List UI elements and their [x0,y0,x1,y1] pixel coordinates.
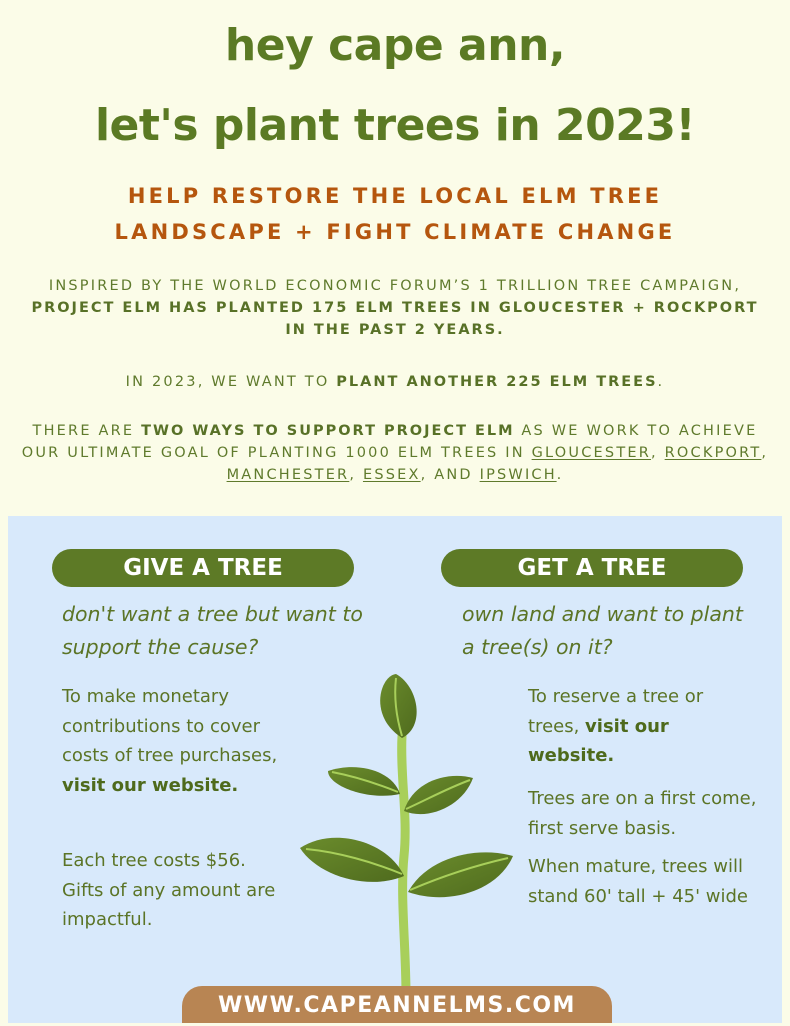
elm-seedling-icon [288,666,518,996]
get-reserve-text [528,682,758,771]
support-text: THERE ARE [32,423,142,439]
intro-paragraph-1 [20,275,770,341]
subtitle [0,178,790,250]
town-separator: , AND [420,467,480,483]
page-title-line-2: let's plant trees in 2023! [94,100,696,151]
town-rockport: ROCKPORT [664,445,762,461]
town-separator: , [651,445,665,461]
town-essex: ESSEX [362,467,421,483]
support-highlight: TWO WAYS TO SUPPORT PROJECT ELM [141,423,515,439]
subtitle-line-2: LANDSCAPE + FIGHT CLIMATE CHANGE [114,220,676,244]
give-cost-text: Each tree costs $56. Gifts of any amount are impactful. [62,850,276,930]
get-a-tree-heading: GET A TREE [441,549,743,587]
intro-highlight: PROJECT ELM HAS PLANTED 175 ELM TREES IN GLOUCESTER + ROCKPORT IN THE PAST 2 YEARS. [31,300,759,338]
get-question: own land and want to plant a tree(s) on it? [462,602,743,659]
support-text-2: AS WE WORK TO ACHIEVE OUR ULTIMATE GOAL OF PLANTING 1000 ELM TREES IN [21,423,758,461]
give-visit-website: visit our website. [62,774,239,796]
give-contribution-copy: To make monetary contributions to cover costs of tree purchases, [62,686,278,766]
paragraph-end: . [556,467,564,483]
subtitle-line-1: HELP RESTORE THE LOCAL ELM TREE [127,184,663,208]
goal-highlight: PLANT ANOTHER 225 ELM TREES [336,374,658,390]
give-question: don't want a tree but want to support the cause? [62,602,363,659]
get-visit-website: visit our website. [528,715,669,766]
goal-period: . [657,374,665,390]
give-a-tree-heading: GIVE A TREE [52,549,354,587]
intro-text: INSPIRED BY THE WORLD ECONOMIC FORUM’S 1 TRILLION TREE CAMPAIGN, [48,278,742,294]
intro-paragraph-3 [20,420,770,486]
give-contribution-text [62,682,292,800]
page-title-line-1: hey cape ann, [224,20,566,71]
intro-paragraph-2 [20,371,770,393]
town-separator: , [761,445,769,461]
town-manchester: MANCHESTER [226,467,350,483]
get-mature-size-text: When mature, trees will stand 60' tall + 45' wide [528,856,749,907]
get-reserve-copy: To reserve a tree or trees, [528,686,704,737]
town-separator: , [349,467,363,483]
get-first-come-text: Trees are on a first come, first serve basis. [528,788,757,839]
town-gloucester: GLOUCESTER [531,445,652,461]
town-ipswich: IPSWICH [479,467,557,483]
support-panel [8,516,782,1023]
goal-text: IN 2023, WE WANT TO [125,374,337,390]
website-url[interactable]: WWW.CAPEANNELMS.COM [182,986,612,1023]
